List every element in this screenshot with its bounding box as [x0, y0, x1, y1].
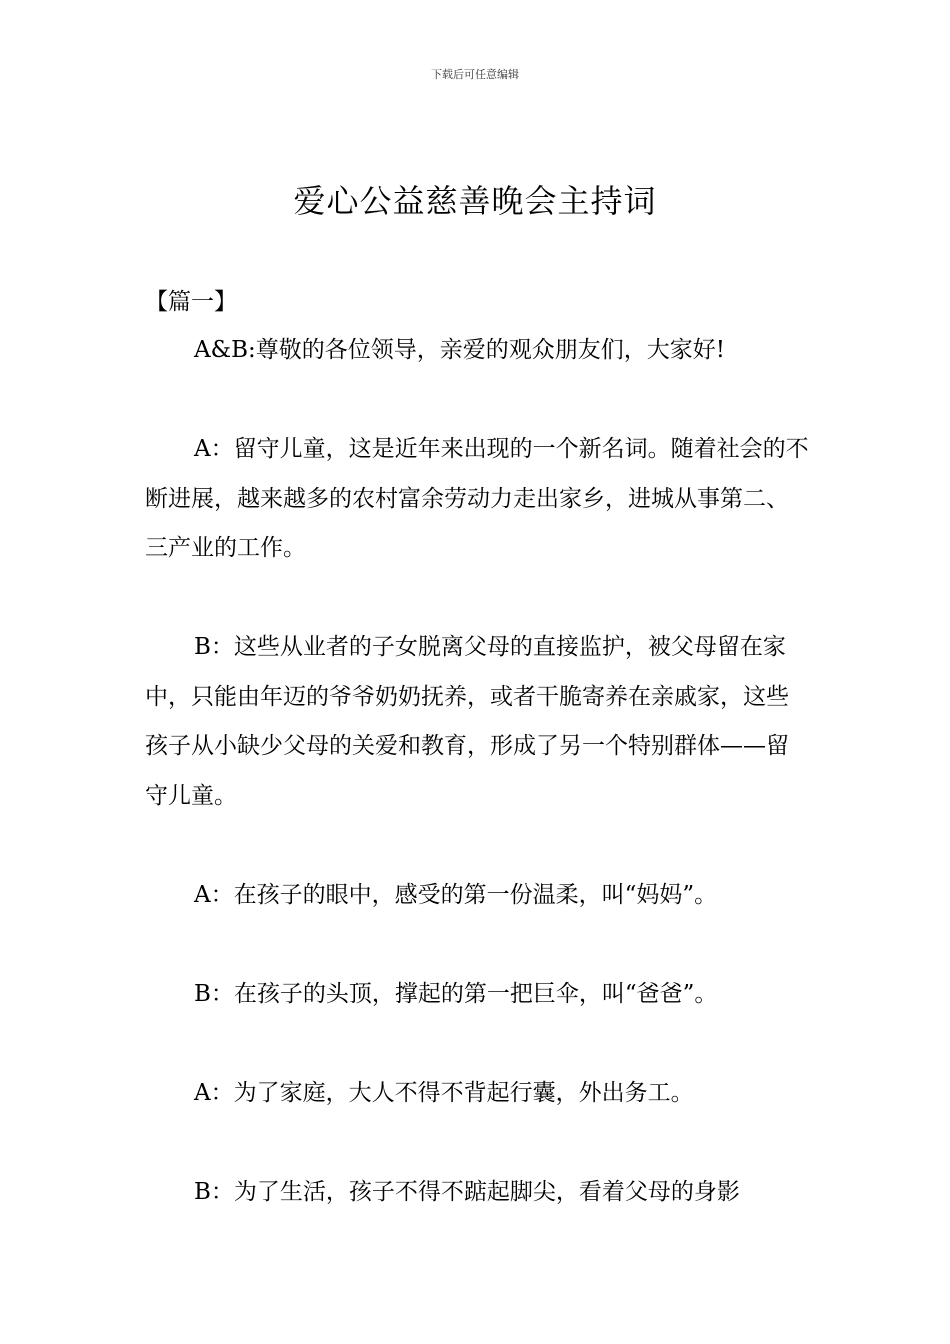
page-header-note: 下载后可任意编辑	[431, 68, 519, 81]
paragraph-a-3: A：为了家庭，大人不得不背起行囊，外出务工。	[194, 1080, 694, 1106]
document-title: 爱心公益慈善晚会主持词	[293, 182, 657, 220]
paragraph-greeting: A&B:尊敬的各位领导，亲爱的观众朋友们，大家好!	[194, 337, 725, 363]
paragraph-b-3: B：为了生活，孩子不得不踮起脚尖，看着父母的身影	[194, 1179, 740, 1205]
paragraph-a-2: A：在孩子的眼中，感受的第一份温柔，叫“妈妈”。	[194, 882, 718, 908]
section-label: 【篇一】	[145, 289, 237, 315]
paragraph-b-2: B：在孩子的头顶，撑起的第一把巨伞，叫“爸爸”。	[194, 981, 718, 1007]
paragraph-a-1: A：留守儿童，这是近年来出现的一个新名词。随着社会的不断进展，越来越多的农村富余劳动力走出家乡，进城从事第二、三产业的工作。	[145, 436, 809, 561]
paragraph-b-1: B：这些从业者的子女脱离父母的直接监护，被父母留在家中，只能由年迈的爷爷奶奶抚养，或者干脆寄养在亲戚家，这些孩子从小缺少父母的关爱和教育，形成了另一个特别群体——留守儿童。	[145, 634, 789, 809]
